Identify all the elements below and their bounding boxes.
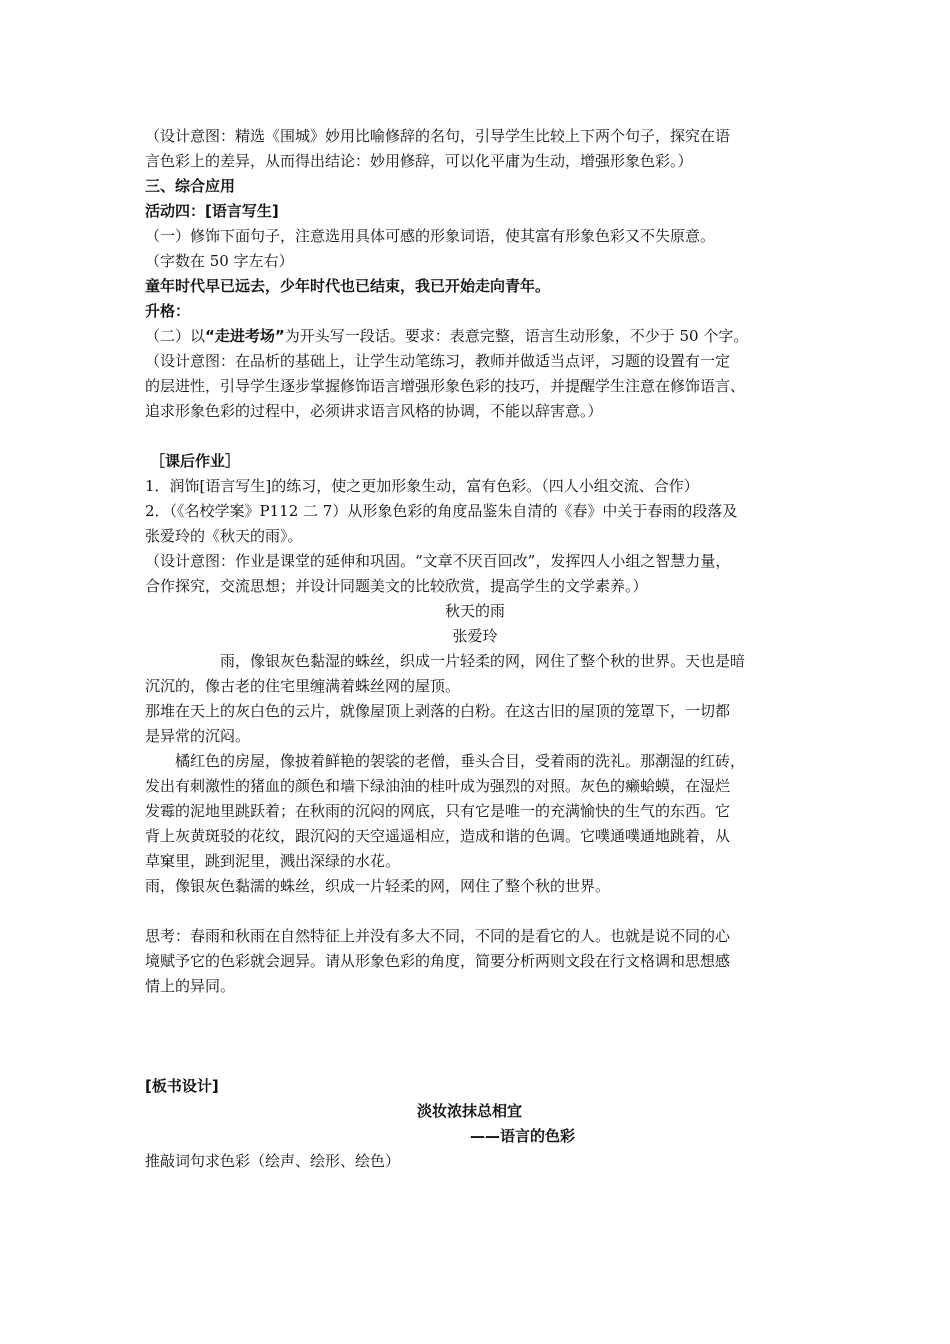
essay-line: 是异常的沉闷。 (145, 727, 251, 745)
essay-author: 张爱玲 (452, 627, 498, 645)
essay-line: 发出有刺激性的猪血的颜色和墙下绿油油的桂叶成为强烈的对照。灰色的癞蛤蟆，在湿烂 (145, 777, 731, 795)
task-line: （字数在 50 字左右） (145, 252, 294, 270)
activity-title: 活动四：[语言写生] (145, 202, 279, 220)
essay-line: 草窠里，跳到泥里，溅出深绿的水花。 (145, 852, 401, 870)
essay-title: 秋天的雨 (444, 602, 505, 620)
essay-line: 雨，像银灰色黏濡的蛛丝，织成一片轻柔的网，网住了整个秋的世界。 (145, 877, 611, 895)
design-intent-line: （设计意图：在品析的基础上，让学生动笔练习，教师并做适当点评，习题的设置有一定 (145, 352, 731, 370)
task-suffix: 为开头写一段话。要求：表意完整，语言生动形象，不少于 50 个字。 (284, 327, 749, 345)
thinking-line: 思考：春雨和秋雨在自然特征上并没有多大不同，不同的是看它的人。也就是说不同的心 (145, 927, 731, 945)
homework-item: 2．（《名校学案》P112 二 7）从形象色彩的角度品鉴朱自清的《春》中关于春雨的段落及 (145, 502, 738, 520)
section-heading-comprehensive: 三、综合应用 (145, 177, 236, 195)
task-line: （一）修饰下面句子，注意选用具体可感的形象词语，使其富有形象色彩又不失原意。 (145, 227, 716, 245)
design-intent-line: 言色彩上的差异，从而得出结论：妙用修辞，可以化平庸为生动，增强形象色彩。） (145, 152, 693, 170)
essay-line: 雨，像银灰色黏湿的蛛丝，织成一片轻柔的网，网住了整个秋的世界。天也是暗 (220, 652, 746, 670)
essay-line: 那堆在天上的灰白色的云片，就像屋顶上剥落的白粉。在这古旧的屋顶的笼罩下，一切都 (145, 702, 731, 720)
board-heading: [板书设计] (145, 1077, 219, 1095)
board-line: 推敲词句求色彩（绘声、绘形、绘色） (145, 1152, 401, 1170)
design-intent-line: （设计意图：精选《围城》妙用比喻修辞的名句，引导学生比较上下两个句子，探究在语 (145, 127, 731, 145)
essay-line: 沉沉的，像古老的住宅里缠满着蛛丝网的屋顶。 (145, 677, 461, 695)
board-title: 淡妆浓抹总相宜 (417, 1102, 523, 1120)
homework-item: 1．润饰[语言写生]的练习，使之更加形象生动，富有色彩。（四人小组交流、合作） (145, 477, 699, 495)
essay-line: 橘红色的房屋，像披着鲜艳的袈裟的老僧，垂头合目，受着雨的洗礼。那潮湿的红砖， (175, 752, 746, 770)
essay-line: 发霉的泥地里跳跃着；在秋雨的沉闷的网底，只有它是唯一的充满愉快的生气的东西。它 (145, 802, 731, 820)
design-intent-line: 追求形象色彩的过程中，必须讲求语言风格的协调，不能以辞害意。） (145, 402, 603, 420)
board-subtitle: ——语言的色彩 (470, 1127, 576, 1145)
design-intent-line: （设计意图：作业是课堂的延伸和巩固。“文章不厌百回改”，发挥四人小组之智慧力量， (145, 552, 731, 570)
task-prefix: （二）以 (145, 327, 206, 345)
thinking-line: 情上的异同。 (145, 977, 236, 995)
task-keyword: “走进考场” (205, 327, 285, 345)
essay-line: 背上灰黄斑驳的花纹，跟沉闷的天空遥遥相应，造成和谐的色调。它噗通噗通地跳着，从 (145, 827, 731, 845)
homework-heading: ［课后作业］ (150, 452, 241, 470)
design-intent-line: 的层进性，引导学生逐步掌握修饰语言增强形象色彩的技巧，并提醒学生注意在修饰语言、 (145, 377, 746, 395)
upgrade-label: 升格： (145, 302, 191, 320)
homework-item: 张爱玲的《秋天的雨》。 (145, 527, 303, 545)
design-intent-line: 合作探究，交流思想；并设计同题美文的比较欣赏，提高学生的文学素养。） (145, 577, 648, 595)
task-line (145, 324, 748, 348)
thinking-line: 境赋予它的色彩就会迥异。请从形象色彩的角度，简要分析两则文段在行文格调和思想感 (145, 952, 731, 970)
practice-sentence: 童年时代早已远去，少年时代也已结束，我已开始走向青年。 (145, 277, 551, 295)
